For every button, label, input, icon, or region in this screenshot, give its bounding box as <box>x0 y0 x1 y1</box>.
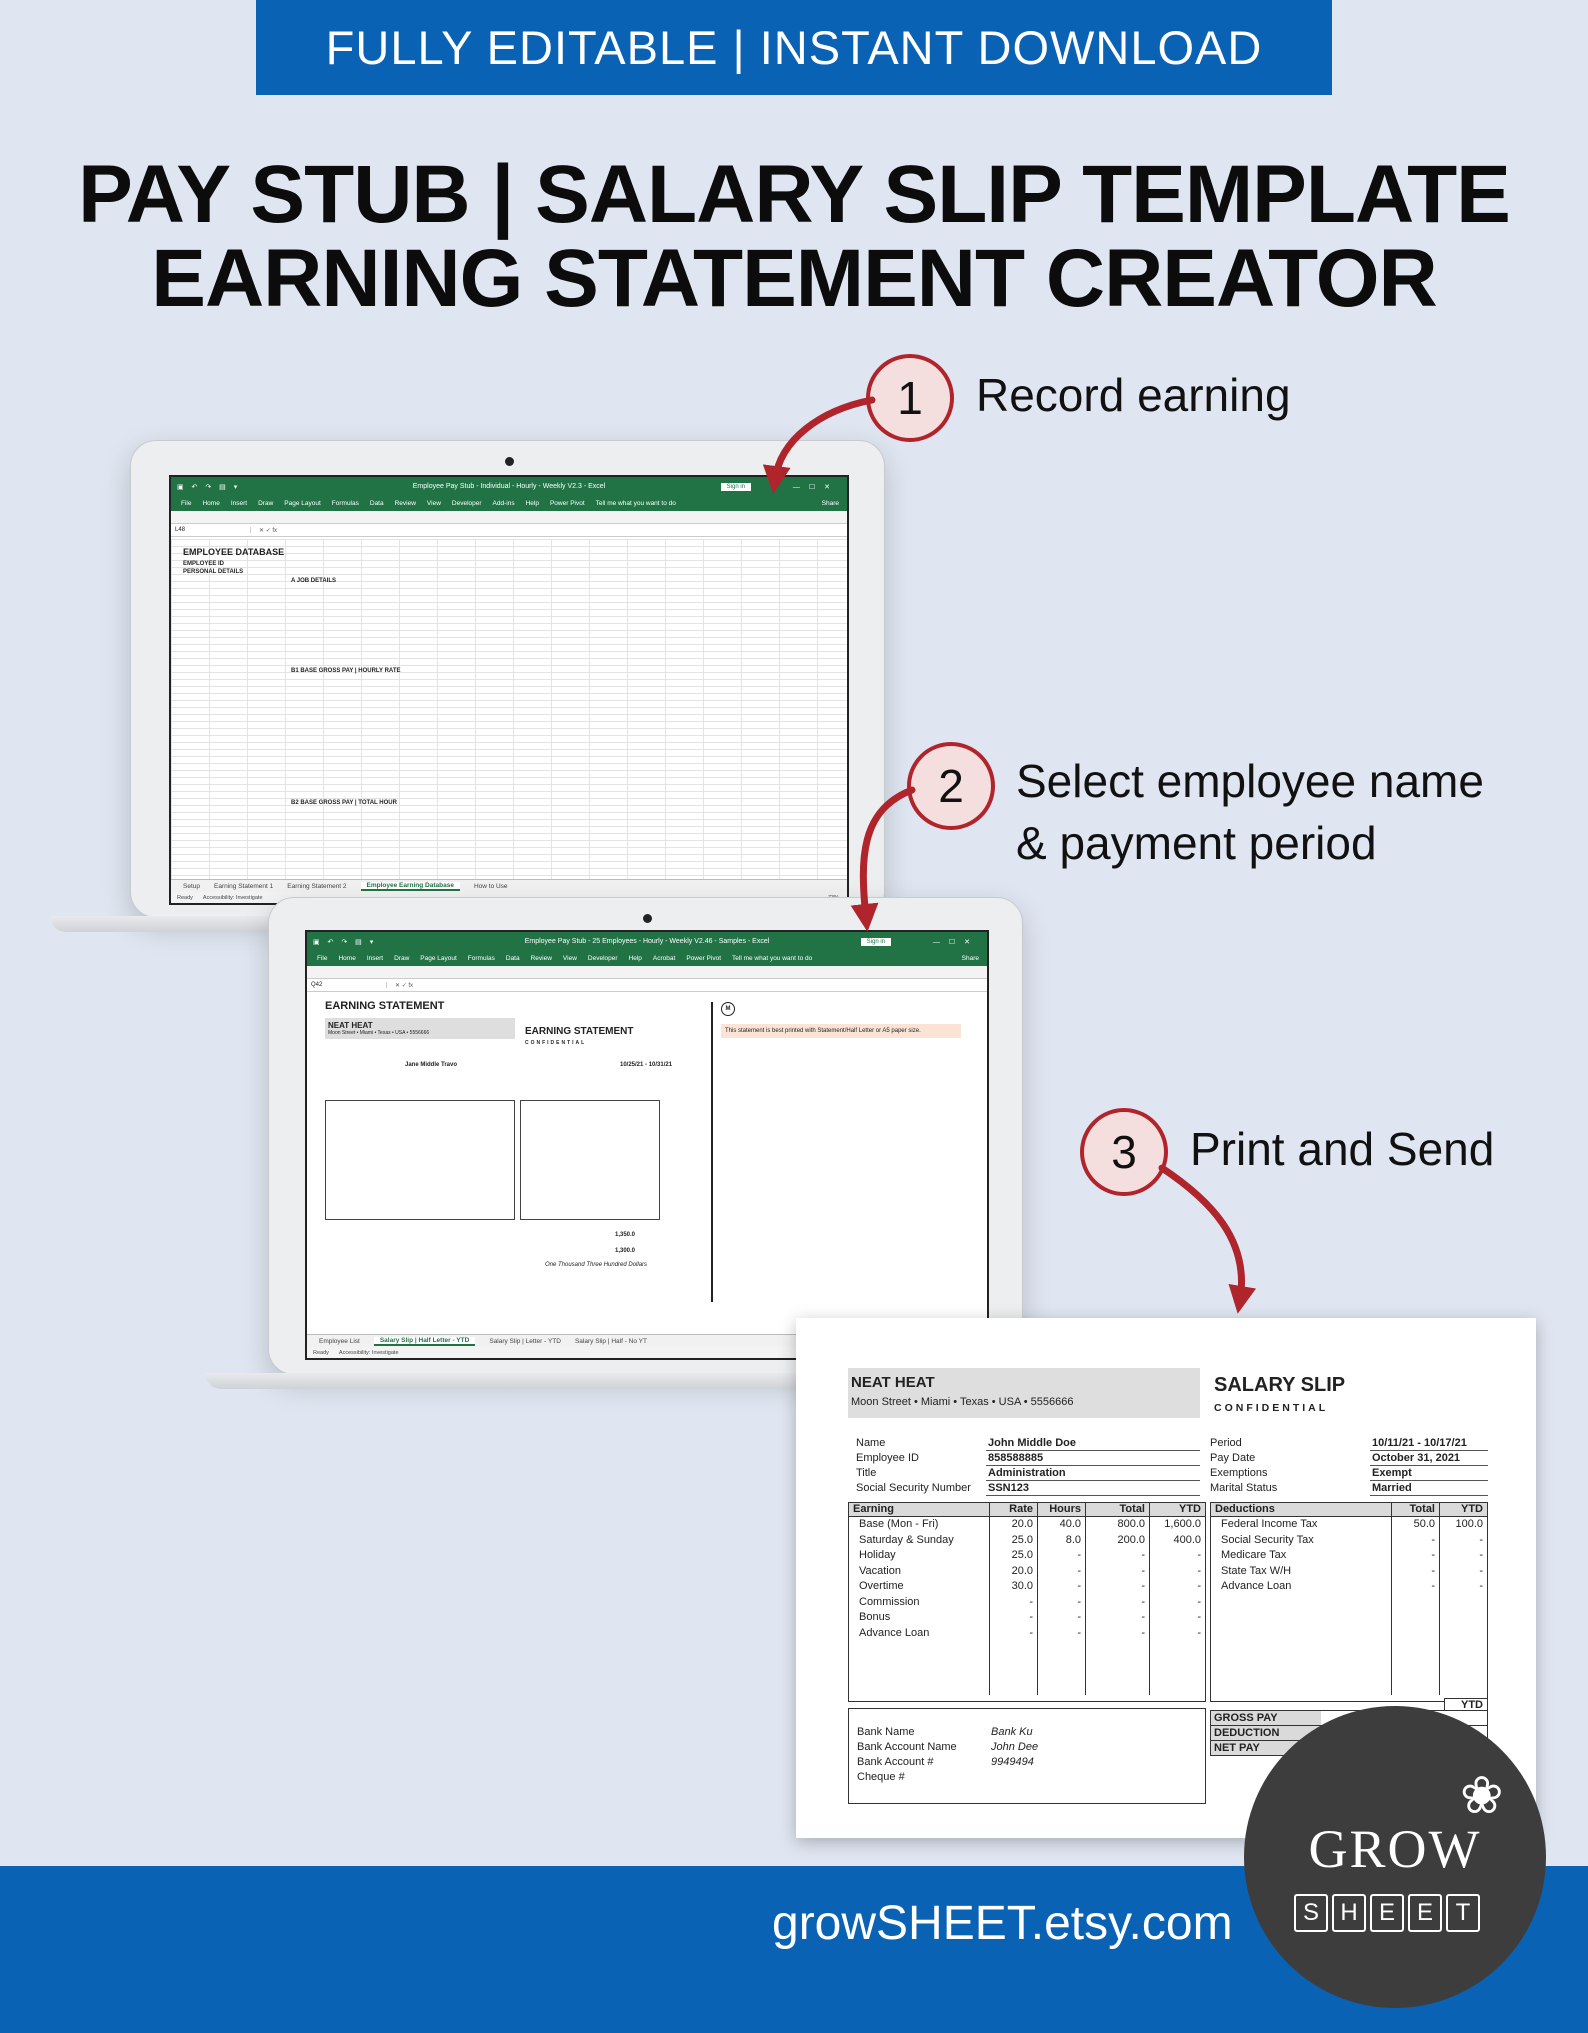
info-value: Married <box>1370 1481 1488 1496</box>
m-logo-icon: M <box>721 1002 735 1016</box>
laptop-2-screen <box>305 930 989 1360</box>
earning-cell: - <box>1037 1564 1085 1580</box>
info-key: Social Security Number <box>856 1482 971 1494</box>
table-row <box>1211 1579 1487 1595</box>
earning-cell: - <box>1149 1548 1205 1564</box>
earning-cell: Commission <box>859 1595 920 1608</box>
deduction-cell: Advance Loan <box>1221 1580 1292 1592</box>
earning-cell: - <box>1037 1548 1085 1564</box>
logo-letter: H <box>1332 1894 1366 1932</box>
label-job-details: A JOB DETAILS <box>291 578 337 584</box>
earning-cell: 200.0 <box>1085 1533 1149 1549</box>
earning-cell: Holiday <box>859 1549 896 1561</box>
slip-company-address: Moon Street • Miami • Texas • USA • 5556666 <box>851 1396 1074 1408</box>
net-pay-value: 1,300.0 <box>615 1248 636 1254</box>
deduction-cell: Social Security Tax <box>1221 1533 1314 1546</box>
deduction-cell: State Tax W/H <box>1221 1564 1292 1577</box>
print-note: This statement is best printed with Statement/Half Letter or A5 paper size. <box>721 1024 961 1038</box>
laptop-2 <box>268 897 1023 1375</box>
earnings-table <box>848 1502 1206 1702</box>
info-key: Marital Status <box>1210 1482 1278 1494</box>
deduction-cell: 50.0 <box>1391 1517 1439 1533</box>
info-value: 858588885 <box>986 1451 1200 1466</box>
formula-bar <box>171 524 847 537</box>
bank-key: Bank Name <box>857 1726 915 1738</box>
sheet-tabs <box>171 879 847 892</box>
empty-cell <box>849 1641 989 1695</box>
table-row-empty <box>849 1641 1205 1695</box>
empty-cell <box>1085 1641 1149 1695</box>
info-value: October 31, 2021 <box>1370 1451 1488 1466</box>
deduction-cell: - <box>1439 1533 1487 1549</box>
headline-line-2: EARNING STATEMENT CREATOR <box>151 233 1437 324</box>
menu-item[interactable]: Data <box>505 955 520 962</box>
menu-item[interactable]: Insert <box>230 500 248 507</box>
bank-value: 9949494 <box>991 1756 1034 1768</box>
info-row <box>856 1451 1200 1466</box>
label-total-hour: B2 BASE GROSS PAY | TOTAL HOUR <box>291 800 397 806</box>
earning-cell: - <box>989 1595 1037 1611</box>
status-ready: Ready <box>177 894 193 901</box>
label-hourly-rate: B1 BASE GROSS PAY | HOURLY RATE <box>291 668 401 674</box>
earning-cell: Base (Mon - Fri) <box>859 1518 939 1530</box>
logo-sheet <box>1294 1894 1480 1932</box>
slip-title: SALARY SLIP <box>1214 1374 1346 1396</box>
amount-words: One Thousand Three Hundred Dollars <box>545 1262 648 1268</box>
earning-cell: - <box>1085 1548 1149 1564</box>
menu-item[interactable]: Formulas <box>467 955 495 962</box>
info-row <box>1210 1481 1488 1496</box>
laptop-1-screen <box>169 475 849 905</box>
company-address: Moon Street • Miami • Texas • USA • 5556666 <box>328 1030 430 1036</box>
sign-in-button[interactable]: Sign in <box>721 483 751 491</box>
table-row <box>849 1610 1205 1626</box>
label-employee-id: EMPLOYEE ID <box>183 561 225 567</box>
table-row <box>1211 1548 1487 1564</box>
deduction-cell: Medicare Tax <box>1221 1549 1287 1561</box>
menu-item[interactable]: Power Pivot <box>549 500 585 507</box>
deduction-cell: - <box>1439 1579 1487 1595</box>
info-key: Pay Date <box>1210 1452 1256 1464</box>
info-row <box>856 1466 1200 1481</box>
empty-cell <box>1037 1641 1085 1695</box>
window-title: Employee Pay Stub - 25 Employees - Hourly - Weekly V2.46 - Samples - Excel <box>524 938 770 945</box>
empty-cell <box>1439 1595 1487 1695</box>
menu-item[interactable]: Acrobat <box>652 955 676 962</box>
table-row-empty <box>1211 1595 1487 1695</box>
earning-header-cell: Hours <box>1037 1503 1085 1516</box>
menu-item[interactable]: Power Pivot <box>686 955 722 962</box>
headline-line-1: PAY STUB | SALARY SLIP TEMPLATE <box>78 149 1510 240</box>
menu-item[interactable]: Help <box>628 955 642 962</box>
earning-cell: 20.0 <box>989 1564 1037 1580</box>
window-controls-icon[interactable]: —☐✕ <box>792 483 839 491</box>
menu-item[interactable]: File <box>317 955 328 962</box>
bank-value: Bank Ku <box>991 1726 1033 1738</box>
earning-header-cell: Earning <box>853 1503 894 1515</box>
sheet-tab[interactable]: Salary Slip | Letter - YTD <box>489 1337 561 1345</box>
deduction-cell: - <box>1391 1533 1439 1549</box>
bank-row <box>857 1770 1197 1785</box>
employee-info <box>856 1436 1200 1496</box>
earning-cell: - <box>1085 1626 1149 1642</box>
job-details-panel <box>291 577 411 585</box>
excel-ribbon <box>171 511 847 524</box>
total-hour-panel <box>291 799 431 807</box>
menu-item[interactable]: Insert <box>366 955 384 962</box>
info-key: Title <box>856 1467 877 1479</box>
bank-row <box>857 1725 1197 1740</box>
bank-key: Bank Account Name <box>857 1741 957 1753</box>
earning-cell: 8.0 <box>1037 1533 1085 1549</box>
table-row <box>1211 1564 1487 1580</box>
sheet-tab[interactable]: Employee Earning Database <box>361 882 460 891</box>
earning-header-cell: Rate <box>989 1503 1037 1516</box>
deduction-cell: - <box>1439 1564 1487 1580</box>
excel-ribbon <box>307 966 987 979</box>
earning-cell: - <box>1149 1610 1205 1626</box>
growsheet-logo <box>1244 1706 1546 2008</box>
bank-value <box>989 1770 1197 1785</box>
fx-icon: ✕ ✓ fx <box>259 527 278 534</box>
menu-item[interactable]: File <box>181 500 192 507</box>
info-value: Administration <box>986 1466 1200 1481</box>
table-row <box>1211 1533 1487 1549</box>
sign-in-button[interactable]: Sign in <box>861 938 891 946</box>
slip-confidential: CONFIDENTIAL <box>1214 1402 1329 1414</box>
earning-cell: - <box>1149 1579 1205 1595</box>
step-3-circle: 3 <box>1080 1108 1168 1196</box>
laptop-2-camera <box>643 914 652 923</box>
deduction-cell: 100.0 <box>1439 1517 1487 1533</box>
bank-row <box>857 1740 1197 1755</box>
logo-letter: S <box>1294 1894 1328 1932</box>
earning-cell: 1,600.0 <box>1149 1517 1205 1533</box>
deduction-cell: - <box>1391 1579 1439 1595</box>
sheet-tab[interactable]: Salary Slip | Half Letter - YTD <box>374 1337 475 1346</box>
bank-key: Cheque # <box>857 1771 905 1783</box>
menu-item[interactable]: Page Layout <box>284 500 321 507</box>
name-box[interactable]: Q42 <box>307 982 387 988</box>
doc-confidential: CONFIDENTIAL <box>525 1040 587 1046</box>
slip-company-block <box>848 1368 1200 1418</box>
bank-key: Bank Account # <box>857 1756 934 1768</box>
sheet-tab[interactable]: Earning Statement 1 <box>214 882 274 890</box>
earning-header-cell: YTD <box>1149 1503 1205 1516</box>
earning-cell: - <box>1085 1610 1149 1626</box>
menu-item[interactable]: View <box>426 500 441 507</box>
earning-cell: Overtime <box>859 1580 904 1592</box>
menu-item[interactable]: Tell me what you want to do <box>595 500 676 507</box>
sheet-tab[interactable]: Earning Statement 2 <box>287 882 347 890</box>
step-2-label-line-1: Select employee name <box>1016 755 1484 807</box>
info-value: SSN123 <box>986 1481 1200 1496</box>
excel-menu <box>307 951 987 966</box>
step-2-label-line-2: & payment period <box>1016 817 1377 869</box>
formula-bar <box>307 979 987 992</box>
earning-cell: 40.0 <box>1037 1517 1085 1533</box>
pay-period: 10/25/21 - 10/31/21 <box>620 1062 673 1068</box>
empty-cell <box>1211 1595 1391 1695</box>
info-row <box>1210 1436 1488 1451</box>
step-3-label: Print and Send <box>1190 1123 1495 1175</box>
sheet-tab[interactable]: Setup <box>183 882 200 890</box>
menu-item[interactable]: Developer <box>451 500 482 507</box>
earning-cell: - <box>1085 1595 1149 1611</box>
gross-pay-value: 1,350.0 <box>615 1232 636 1238</box>
footer-url[interactable]: growSHEET.etsy.com <box>772 1897 1233 1950</box>
earning-cell: Saturday & Sunday <box>859 1533 954 1546</box>
sheet-tab[interactable]: How to Use <box>473 882 508 890</box>
sheet-tab[interactable]: Employee List <box>319 1337 360 1345</box>
banner-text: FULLY EDITABLE | INSTANT DOWNLOAD <box>325 21 1263 74</box>
excel-title-bar <box>171 477 847 496</box>
window-title: Employee Pay Stub - Individual - Hourly - Weekly V2.3 - Excel <box>412 483 606 490</box>
status-accessibility[interactable]: Accessibility: Investigate <box>338 1349 399 1356</box>
deduction-header-cell: Deductions <box>1215 1503 1275 1515</box>
status-accessibility[interactable]: Accessibility: Investigate <box>202 894 263 901</box>
earning-cell: - <box>1037 1610 1085 1626</box>
earning-cell: 25.0 <box>989 1548 1037 1564</box>
share-button[interactable]: Share <box>961 955 979 962</box>
employee-name: Jane Middle Travo <box>405 1062 458 1068</box>
deduction-cell: - <box>1391 1548 1439 1564</box>
flower-icon: ❀ <box>1460 1767 1504 1825</box>
period-info <box>1210 1436 1488 1496</box>
doc-title: EARNING STATEMENT <box>525 1026 634 1037</box>
status-ready: Ready <box>313 1349 329 1356</box>
earning-cell: Bonus <box>859 1611 891 1623</box>
name-box[interactable]: L48 <box>171 527 251 533</box>
menu-item[interactable]: View <box>562 955 577 962</box>
menu-item[interactable]: Draw <box>394 955 410 962</box>
table-row <box>849 1595 1205 1611</box>
earning-cell: - <box>1149 1564 1205 1580</box>
menu-item[interactable]: Review <box>394 500 416 507</box>
table-row <box>1211 1517 1487 1533</box>
sheet-title: EARNING STATEMENT <box>325 1000 445 1012</box>
info-row <box>856 1436 1200 1451</box>
deduction-cell: Federal Income Tax <box>1221 1518 1318 1530</box>
table-row <box>849 1517 1205 1533</box>
company-name: NEAT HEAT <box>328 1021 373 1030</box>
total-key: GROSS PAY <box>1211 1711 1321 1725</box>
sheet-title: EMPLOYEE DATABASE <box>183 547 285 557</box>
laptop-1 <box>130 440 885 918</box>
bank-info <box>848 1708 1206 1804</box>
label-personal-details: PERSONAL DETAILS <box>183 569 244 575</box>
deduction-cell: - <box>1391 1564 1439 1580</box>
earning-cell: 30.0 <box>989 1579 1037 1595</box>
deduction-cell: - <box>1439 1548 1487 1564</box>
menu-item[interactable]: Page Layout <box>420 955 457 962</box>
logo-letter: T <box>1446 1894 1480 1932</box>
earnings-grid <box>325 1100 515 1220</box>
hourly-rate-panel <box>291 667 431 675</box>
menu-item[interactable]: Developer <box>587 955 618 962</box>
total-key: DEDUCTION <box>1211 1726 1321 1740</box>
worksheet-grid[interactable] <box>171 539 847 879</box>
sheet-tab[interactable]: Salary Slip | Half - No YT <box>574 1337 647 1345</box>
table-row <box>849 1548 1205 1564</box>
earning-statement-preview <box>325 1000 705 1300</box>
excel-title-bar <box>307 932 987 951</box>
logo-grow: GROW <box>1308 1819 1482 1879</box>
earning-cell: - <box>989 1610 1037 1626</box>
earning-cell: - <box>1037 1626 1085 1642</box>
table-row <box>849 1533 1205 1549</box>
menu-item[interactable]: Data <box>369 500 384 507</box>
earning-header-cell: Total <box>1085 1503 1149 1516</box>
earning-cell: 400.0 <box>1149 1533 1205 1549</box>
earning-cell: 800.0 <box>1085 1517 1149 1533</box>
earning-cell: 20.0 <box>989 1517 1037 1533</box>
menu-item[interactable]: Help <box>525 500 539 507</box>
slip-company-name: NEAT HEAT <box>851 1374 935 1391</box>
menu-item[interactable]: Add-ins <box>492 500 515 507</box>
bank-row <box>857 1755 1197 1770</box>
fx-icon: ✕ ✓ fx <box>395 982 414 989</box>
earnings-header <box>849 1503 1205 1517</box>
company-block <box>325 1018 515 1039</box>
deductions-table <box>1210 1502 1488 1702</box>
share-button[interactable]: Share <box>821 500 839 507</box>
menu-item[interactable]: Tell me what you want to do <box>732 955 813 962</box>
arrow-3-icon <box>1162 1168 1242 1300</box>
total-key: NET PAY <box>1211 1741 1321 1755</box>
table-row <box>849 1626 1205 1642</box>
employee-database-panel <box>183 547 403 576</box>
info-row <box>1210 1451 1488 1466</box>
info-row <box>1210 1466 1488 1481</box>
window-controls-icon[interactable]: —☐✕ <box>932 938 979 946</box>
earning-cell: - <box>1037 1595 1085 1611</box>
top-banner <box>256 0 1332 95</box>
empty-cell <box>989 1641 1037 1695</box>
step-1-circle: 1 <box>866 354 954 442</box>
info-key: Period <box>1210 1437 1242 1449</box>
empty-cell <box>1391 1595 1439 1695</box>
menu-item[interactable]: Review <box>530 955 552 962</box>
deductions-grid <box>520 1100 660 1220</box>
excel-menu <box>171 496 847 511</box>
logo-letter: E <box>1370 1894 1404 1932</box>
menu-item[interactable]: Home <box>338 955 356 962</box>
info-key: Employee ID <box>856 1452 919 1464</box>
earning-cell: Vacation <box>859 1564 901 1577</box>
step-1-label: Record earning <box>976 369 1291 421</box>
quick-access-icons[interactable]: ▣ ↶ ↷ ▤ ▾ <box>177 483 241 491</box>
info-row <box>856 1481 1200 1496</box>
info-key: Exemptions <box>1210 1467 1268 1479</box>
earning-cell: Advance Loan <box>859 1626 930 1639</box>
deductions-header <box>1211 1503 1487 1517</box>
logo-letter: E <box>1408 1894 1442 1932</box>
deduction-header-cell: Total <box>1391 1503 1439 1516</box>
menu-item[interactable]: Formulas <box>331 500 359 507</box>
earning-cell: - <box>989 1626 1037 1642</box>
earning-cell: - <box>1149 1595 1205 1611</box>
info-value: John Middle Doe <box>986 1436 1200 1451</box>
menu-item[interactable]: Home <box>202 500 220 507</box>
step-2-circle: 2 <box>907 742 995 830</box>
menu-item[interactable]: Draw <box>258 500 274 507</box>
table-row <box>849 1579 1205 1595</box>
ytd-label: YTD <box>1444 1698 1488 1711</box>
deduction-header-cell: YTD <box>1439 1503 1487 1516</box>
earning-cell: 25.0 <box>989 1533 1037 1549</box>
info-value: 10/11/21 - 10/17/21 <box>1370 1436 1488 1451</box>
earning-cell: - <box>1037 1579 1085 1595</box>
earning-cell: - <box>1149 1626 1205 1642</box>
table-row <box>849 1564 1205 1580</box>
earning-cell: - <box>1085 1579 1149 1595</box>
empty-cell <box>1149 1641 1205 1695</box>
quick-access-icons[interactable]: ▣ ↶ ↷ ▤ ▾ <box>313 938 377 946</box>
earning-cell: - <box>1085 1564 1149 1580</box>
info-key: Name <box>856 1437 886 1449</box>
instructions-panel <box>711 1002 981 1302</box>
bank-value: John Dee <box>991 1741 1039 1753</box>
info-value: Exempt <box>1370 1466 1488 1481</box>
laptop-1-camera <box>505 457 514 466</box>
